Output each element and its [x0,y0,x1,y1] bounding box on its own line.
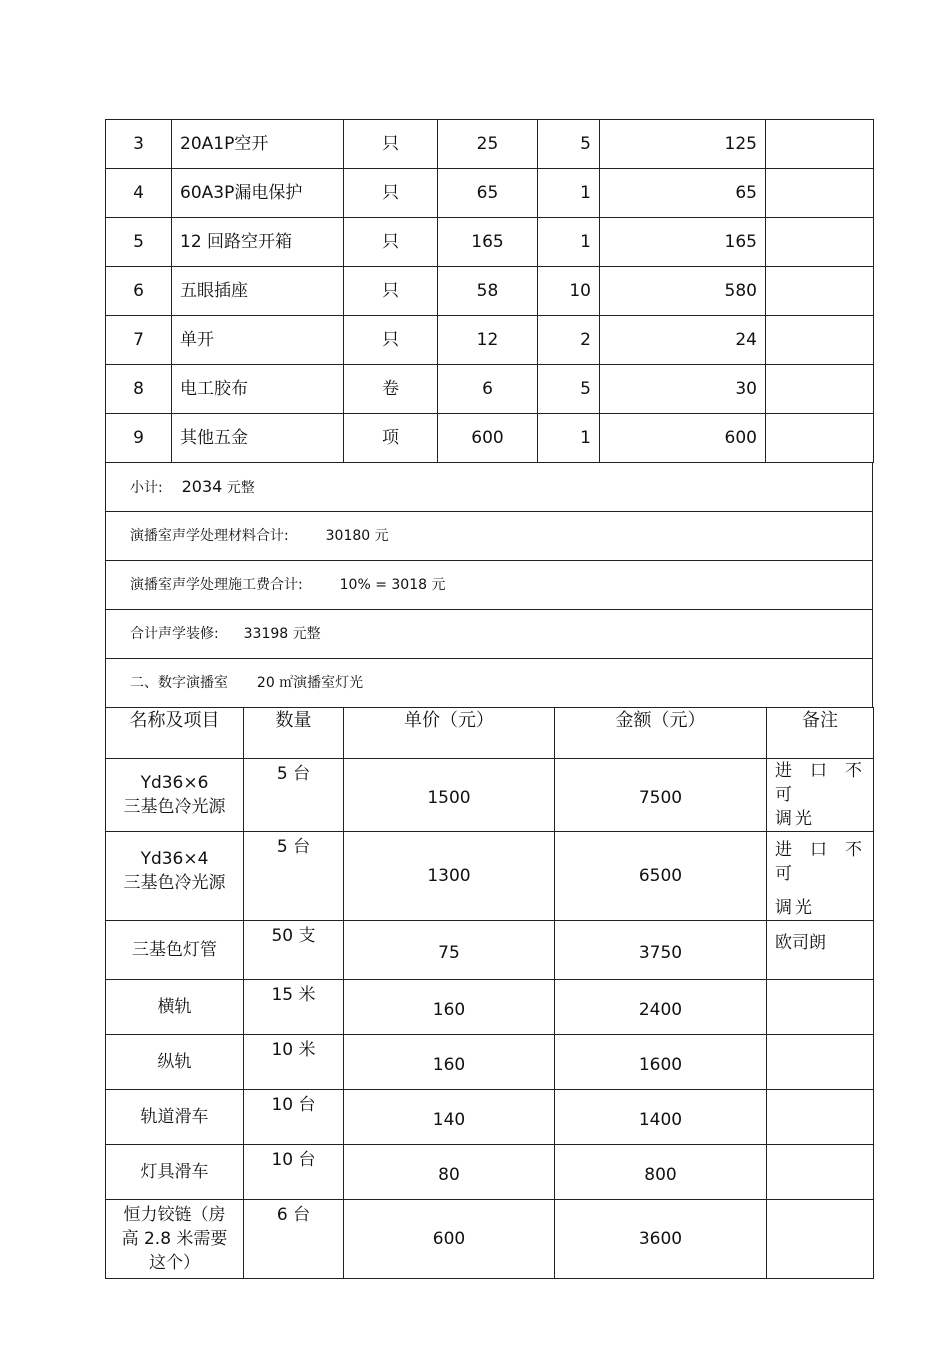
labor-total-row [106,561,873,610]
item-unit: 只 [344,267,438,316]
item-qty: 2 [538,316,600,365]
item-amount: 2400 [555,980,767,1035]
row-index: 6 [106,267,172,316]
item-name: 12 回路空开箱 [172,218,344,267]
item-unit: 项 [344,414,438,463]
item-qty: 5 台 [244,832,344,921]
item-name: 20A1P空开 [172,120,344,169]
summary-table [105,462,873,708]
row-index: 7 [106,316,172,365]
item-qty: 10 米 [244,1035,344,1090]
item-note-line: 进 口 不 可 [775,761,865,805]
subtotal-unit: 元整 [226,479,255,496]
material-total-value: 30180 元 [325,528,389,544]
lighting-header-row [106,708,874,759]
table-row [106,218,874,267]
item-name: 横轨 [106,980,244,1035]
item-name: 单开 [172,316,344,365]
labor-total-cell [106,561,873,610]
item-price: 1300 [344,832,555,921]
item-name-line: Yd36×4 [140,849,209,869]
item-price: 1500 [344,759,555,832]
header-qty: 数量 [244,708,344,759]
item-note [766,267,874,316]
item-note [766,218,874,267]
item-note [767,832,874,921]
item-price: 65 [438,169,538,218]
hardware-table [105,119,874,463]
item-note [767,980,874,1035]
item-unit: 只 [344,169,438,218]
section-title-cell [106,659,873,708]
item-amount: 3600 [555,1200,767,1279]
table-row [106,120,874,169]
item-name [106,759,244,832]
item-name-line: 恒力铰链（房 [123,1205,226,1225]
subtotal-label: 小计: [130,479,163,496]
item-price: 600 [438,414,538,463]
item-qty: 15 米 [244,980,344,1035]
row-index: 9 [106,414,172,463]
subtotal-value: 2034 [181,476,223,496]
section-title: 二、数字演播室 [130,675,228,691]
row-index: 3 [106,120,172,169]
item-note [766,169,874,218]
row-index: 5 [106,218,172,267]
item-amount: 600 [600,414,766,463]
item-name: 60A3P漏电保护 [172,169,344,218]
item-price: 165 [438,218,538,267]
header-name: 名称及项目 [106,708,244,759]
table-row [106,365,874,414]
grand-total-label: 合计声学装修: [130,626,219,642]
grand-total-cell [106,610,873,659]
item-price: 6 [438,365,538,414]
item-unit: 只 [344,218,438,267]
table-row [106,267,874,316]
item-note [767,759,874,832]
item-note [766,365,874,414]
item-amount: 580 [600,267,766,316]
material-total-label: 演播室声学处理材料合计: [130,528,289,544]
item-qty: 10 [538,267,600,316]
item-note-line: 调光 [775,898,815,918]
item-qty: 5 [538,365,600,414]
table-row [106,980,874,1035]
item-unit: 只 [344,316,438,365]
row-index: 4 [106,169,172,218]
item-amount: 1600 [555,1035,767,1090]
item-name-line: 三基色冷光源 [123,797,226,817]
item-unit: 只 [344,120,438,169]
item-price: 600 [344,1200,555,1279]
item-amount: 800 [555,1145,767,1200]
item-qty: 50 支 [244,921,344,980]
item-price: 12 [438,316,538,365]
subtotal-cell [106,463,873,512]
section-title-row [106,659,873,708]
item-name-line: 三基色冷光源 [123,873,226,893]
grand-total-row [106,610,873,659]
material-total-cell [106,512,873,561]
section-subtitle: 20 ㎡演播室灯光 [256,675,364,691]
table-row [106,1090,874,1145]
item-note-line: 进 口 不 可 [775,840,865,884]
item-name-line: 高 2.8 米需要 [121,1229,228,1249]
item-qty: 5 [538,120,600,169]
item-name: 电工胶布 [172,365,344,414]
grand-total-value: 33198 元整 [243,626,321,642]
item-note [767,1145,874,1200]
item-name-line: 这个） [149,1253,200,1273]
item-price: 58 [438,267,538,316]
item-amount: 1400 [555,1090,767,1145]
item-amount: 65 [600,169,766,218]
item-note [766,414,874,463]
lighting-table [105,707,874,1279]
quotation-sheet [105,119,873,1279]
item-note [766,120,874,169]
item-note [767,1200,874,1279]
table-row [106,1145,874,1200]
item-name [106,1200,244,1279]
table-row [106,921,874,980]
item-unit: 卷 [344,365,438,414]
item-price: 75 [344,921,555,980]
table-row [106,832,874,921]
item-note [767,1090,874,1145]
item-price: 160 [344,1035,555,1090]
header-note: 备注 [767,708,874,759]
item-qty: 5 台 [244,759,344,832]
item-price: 160 [344,980,555,1035]
item-name: 其他五金 [172,414,344,463]
item-note: 欧司朗 [767,921,874,980]
item-amount: 30 [600,365,766,414]
item-price: 25 [438,120,538,169]
subtotal-row [106,463,873,512]
item-amount: 6500 [555,832,767,921]
row-index: 8 [106,365,172,414]
item-qty: 1 [538,218,600,267]
table-row [106,169,874,218]
table-row [106,759,874,832]
item-qty: 1 [538,414,600,463]
item-amount: 165 [600,218,766,267]
header-amount: 金额（元） [555,708,767,759]
item-amount: 7500 [555,759,767,832]
table-row [106,316,874,365]
item-amount: 3750 [555,921,767,980]
item-name [106,832,244,921]
item-price: 80 [344,1145,555,1200]
item-name: 纵轨 [106,1035,244,1090]
material-total-row [106,512,873,561]
table-row [106,414,874,463]
item-name: 三基色灯管 [106,921,244,980]
item-qty: 6 台 [244,1200,344,1279]
item-name-line: Yd36×6 [140,773,209,793]
labor-total-value: 10% = 3018 元 [339,577,446,593]
header-price: 单价（元） [344,708,555,759]
item-note [766,316,874,365]
item-qty: 1 [538,169,600,218]
item-amount: 24 [600,316,766,365]
item-name: 五眼插座 [172,267,344,316]
item-note [767,1035,874,1090]
item-price: 140 [344,1090,555,1145]
labor-total-label: 演播室声学处理施工费合计: [130,577,303,593]
item-amount: 125 [600,120,766,169]
item-qty: 10 台 [244,1090,344,1145]
table-row [106,1200,874,1279]
item-name: 灯具滑车 [106,1145,244,1200]
item-qty: 10 台 [244,1145,344,1200]
table-row [106,1035,874,1090]
item-note-line: 调光 [775,809,815,829]
item-name: 轨道滑车 [106,1090,244,1145]
